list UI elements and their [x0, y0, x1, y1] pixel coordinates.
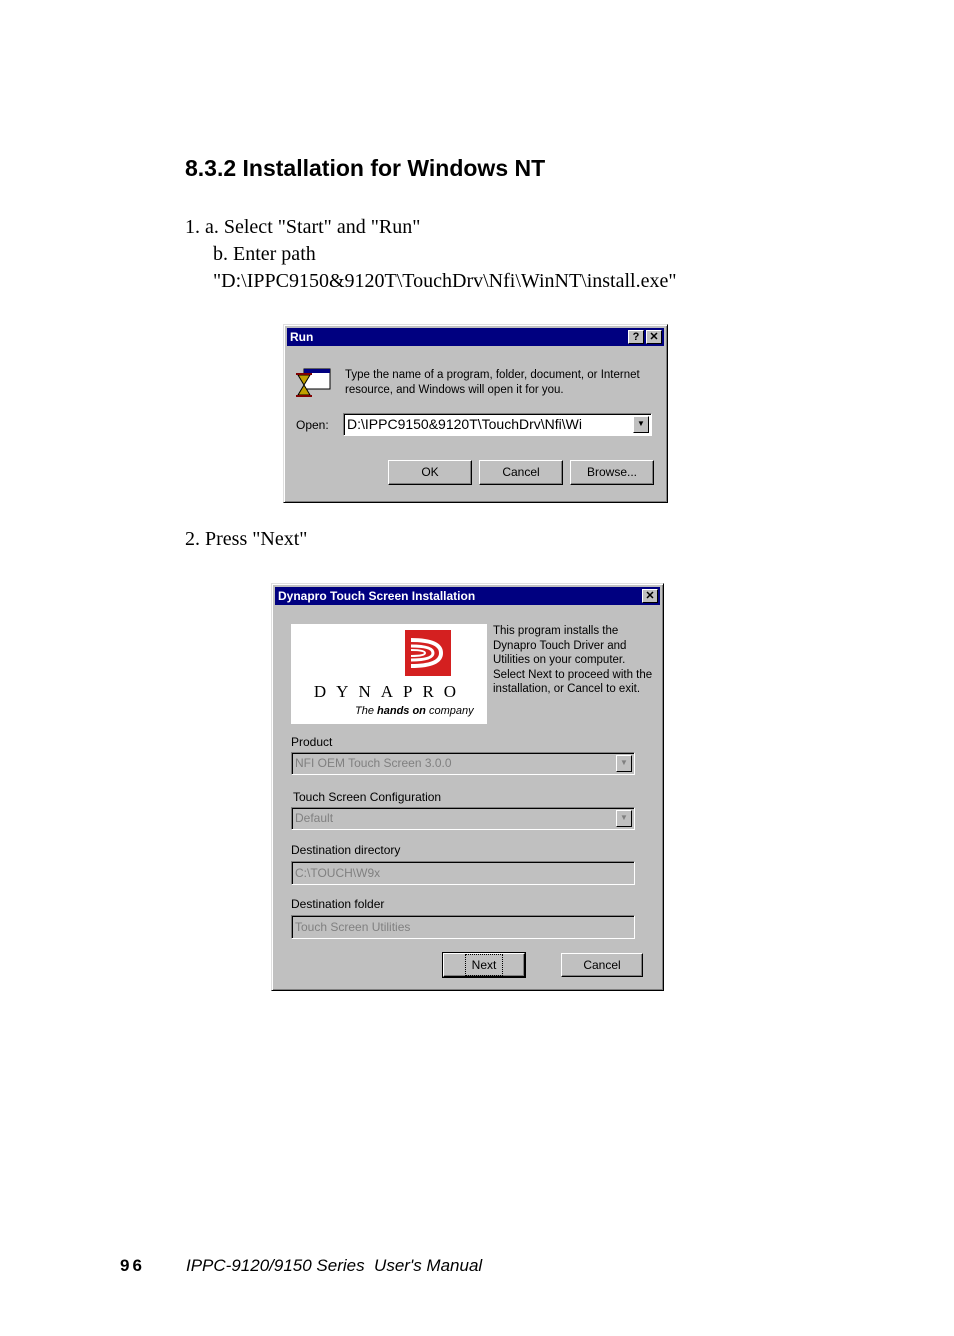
- dynapro-logo-panel: [291, 624, 487, 724]
- section-title: 8.3.2 Installation for Windows NT: [185, 155, 546, 181]
- logo-wordmark: DYNAPRO: [313, 682, 467, 701]
- run-title-bar: [287, 328, 664, 346]
- next-button-label: Next: [465, 954, 504, 976]
- dest-folder-value: Touch Screen Utilities: [295, 920, 411, 934]
- open-input[interactable]: [343, 413, 652, 436]
- open-label: Open:: [296, 418, 329, 432]
- dynapro-logo-icon: [405, 630, 451, 676]
- step-1a-text: 1. a. Select "Start" and "Run": [185, 216, 421, 238]
- run-description: Type the name of a program, folder, document, or Internet resource, and Windows will open it for you.: [345, 369, 640, 396]
- dest-folder-label: Destination folder: [291, 897, 385, 911]
- logo-tagline: The hands on company: [355, 705, 474, 717]
- dest-folder-input[interactable]: [291, 915, 635, 939]
- run-dialog: [283, 324, 668, 503]
- step-2-text: 2. Press "Next": [185, 528, 308, 550]
- dropdown-arrow-icon[interactable]: ▼: [616, 755, 632, 772]
- help-icon[interactable]: ?: [628, 330, 644, 344]
- run-title: Run: [290, 330, 314, 344]
- dest-dir-input[interactable]: [291, 861, 635, 885]
- ok-button[interactable]: OK: [388, 460, 472, 485]
- manual-title: IPPC-9120/9150 Series User's Manual: [186, 1256, 483, 1275]
- page-number: 96: [120, 1256, 145, 1275]
- close-icon[interactable]: ✕: [646, 330, 662, 344]
- dropdown-arrow-icon[interactable]: ▼: [616, 810, 632, 827]
- install-title: Dynapro Touch Screen Installation: [278, 589, 476, 603]
- dropdown-arrow-icon[interactable]: ▼: [633, 416, 649, 433]
- browse-button[interactable]: Browse...: [570, 460, 654, 485]
- config-label: Touch Screen Configuration: [293, 790, 442, 804]
- product-label: Product: [291, 735, 333, 749]
- next-button[interactable]: [443, 953, 525, 977]
- install-dialog: [271, 583, 664, 991]
- dest-dir-label: Destination directory: [291, 843, 401, 857]
- install-title-bar: [275, 587, 660, 605]
- step-1b-text: b. Enter path: [213, 243, 316, 265]
- run-program-icon: [294, 365, 334, 401]
- config-select[interactable]: [291, 807, 635, 830]
- config-value: Default: [295, 811, 334, 825]
- product-select[interactable]: [291, 752, 635, 775]
- step-1-path-text: "D:\IPPC9150&9120T\TouchDrv\Nfi\WinNT\install.exe": [213, 270, 677, 292]
- install-description: This program installs the Dynapro Touch Driver and Utilities on your computer. Select Next to proceed with the installation, or Cancel to exit.: [493, 625, 653, 696]
- cancel-button[interactable]: Cancel: [561, 953, 643, 977]
- cancel-button[interactable]: Cancel: [479, 460, 563, 485]
- open-input-value: D:\IPPC9150&9120T\TouchDrv\Nfi\Wi: [347, 416, 582, 432]
- close-icon[interactable]: ✕: [642, 589, 658, 603]
- dest-dir-value: C:\TOUCH\W9x: [295, 866, 381, 880]
- product-value: NFI OEM Touch Screen 3.0.0: [295, 756, 452, 770]
